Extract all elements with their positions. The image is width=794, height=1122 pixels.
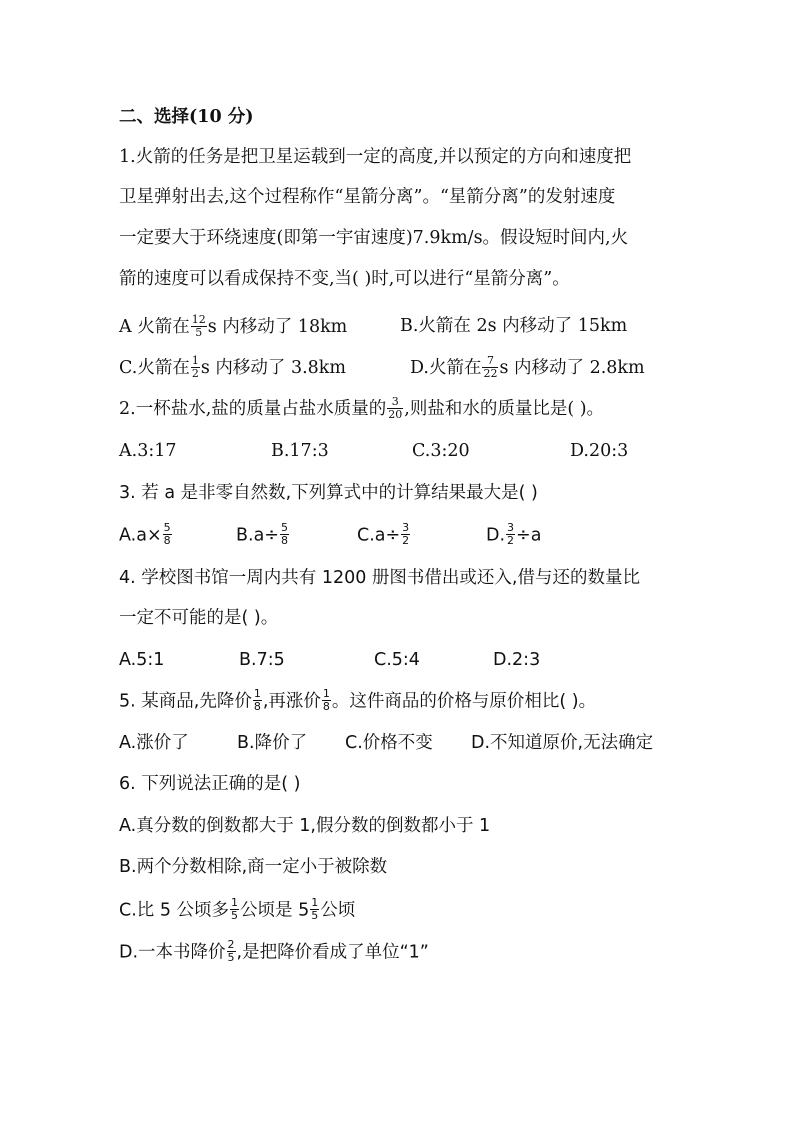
q4-option-c: C.5:4 [374,650,420,670]
q3-stem: 3. 若 a 是非零自然数,下列算式中的计算结果最大是( ) [119,483,538,503]
q6-option-c [119,898,355,923]
q4-option-d: D.2:3 [493,650,541,670]
fraction-denominator: 8 [163,534,171,547]
q4-option-a: A.5:1 [119,650,165,670]
q6-option-c-fraction-1 [230,897,239,922]
fraction-numerator: 3 [507,521,515,534]
fraction-denominator: 22 [483,367,498,380]
q6-option-c-suffix: 公顷 [320,900,356,921]
fraction-denominator: 8 [280,534,288,547]
q1-option-a [119,315,347,340]
fraction-numerator: 3 [402,521,410,534]
q1-line-2: 卫星弹射出去,这个过程称作“星箭分离”。“星箭分离”的发射速度 [119,187,616,207]
fraction-denominator: 2 [402,534,410,547]
fraction-numerator: 1 [253,687,261,700]
q2-option-c: C.3:20 [412,441,470,461]
q3-option-c [357,523,411,548]
q1-option-a-suffix: s 内移动了 18km [207,317,348,337]
fraction-denominator: 2 [507,534,515,547]
q3-option-b-fraction [280,522,289,547]
fraction-denominator: 5 [231,909,239,922]
fraction-numerator: 5 [163,521,171,534]
q6-stem: 6. 下列说法正确的是( ) [119,774,301,794]
fraction-denominator: 20 [388,408,403,421]
q5-fraction-2 [322,688,331,713]
q6-option-c-fraction-2 [310,897,319,922]
q1-line-3: 一定要大于环绕速度(即第一宇宙速度)7.9km/s。假设短时间内,火 [119,228,629,248]
q1-option-d-suffix: s 内移动了 2.8km [499,358,645,378]
q1-option-b: B.火箭在 2s 内移动了 15km [400,316,628,336]
q1-option-c-prefix: C.火箭在 [119,358,190,378]
q1-option-d [410,356,645,381]
fraction-denominator: 8 [322,700,330,713]
q3-option-b [236,523,290,548]
q5-option-c: C.价格不变 [345,733,433,753]
q6-option-b: B.两个分数相除,商一定小于被除数 [119,857,388,877]
q3-option-b-prefix: B.a÷ [236,525,279,546]
fraction-numerator: 1 [231,896,239,909]
q2-stem [119,397,604,422]
fraction-numerator: 5 [280,521,288,534]
fraction-numerator: 1 [322,687,330,700]
fraction-numerator: 12 [191,313,206,326]
q3-option-d-fraction [506,522,515,547]
q2-stem-suffix: ,则盐和水的质量比是( )。 [404,399,605,419]
q2-fraction [387,396,403,421]
fraction-denominator: 5 [195,326,203,339]
q5-stem-middle: ,再涨价 [262,691,321,712]
q3-option-d [486,523,541,548]
q1-option-d-fraction [482,355,498,380]
fraction-denominator: 5 [311,909,319,922]
q1-line-1: 1.火箭的任务是把卫星运载到一定的高度,并以预定的方向和速度把 [119,147,632,167]
q4-line-1: 4. 学校图书馆一周内共有 1200 册图书借出或还入,借与还的数量比 [119,568,640,588]
q2-stem-prefix: 2.一杯盐水,盐的质量占盐水质量的 [119,399,387,419]
q3-option-d-prefix: D. [486,525,506,546]
q3-option-a-fraction [163,522,172,547]
section-title: 二、选择(10 分) [119,107,254,127]
q1-option-a-fraction [191,314,207,339]
q3-option-c-prefix: C.a÷ [357,525,401,546]
q6-option-d-suffix: ,是把降价看成了单位“1” [236,942,429,963]
fraction-denominator: 2 [191,367,199,380]
q3-option-a-prefix: A.a× [119,525,162,546]
q5-fraction-1 [253,688,262,713]
fraction-numerator: 1 [191,354,199,367]
fraction-numerator: 1 [311,896,319,909]
q5-option-a: A.涨价了 [119,733,189,753]
q2-option-a: A.3:17 [119,441,177,461]
q6-option-c-middle: 公顷是 5 [240,900,310,921]
q2-option-b: B.17:3 [271,441,329,461]
q4-option-b: B.7:5 [239,650,285,670]
q6-option-d-prefix: D.一本书降价 [119,942,226,963]
fraction-numerator: 2 [227,938,235,951]
q2-option-d: D.20:3 [570,441,629,461]
q1-option-d-prefix: D.火箭在 [410,358,482,378]
q1-option-c-suffix: s 内移动了 3.8km [200,358,346,378]
fraction-numerator: 3 [387,396,403,409]
q5-stem-prefix: 5. 某商品,先降价 [119,691,252,712]
q3-option-d-suffix: ÷a [516,525,542,546]
q6-option-c-prefix: C.比 5 公顷多 [119,900,230,921]
q6-option-a: A.真分数的倒数都大于 1,假分数的倒数都小于 1 [119,816,491,836]
q1-line-4: 箭的速度可以看成保持不变,当( )时,可以进行“星箭分离”。 [119,269,570,289]
q5-option-d: D.不知道原价,无法确定 [471,733,654,753]
q5-option-b: B.降价了 [237,733,308,753]
q6-option-d [119,940,429,965]
q5-stem [119,689,596,714]
fraction-numerator: 7 [482,355,498,368]
q3-option-c-fraction [401,522,410,547]
q4-line-2: 一定不可能的是( )。 [119,608,279,628]
q1-option-a-prefix: A 火箭在 [119,317,190,337]
q1-option-c-fraction [191,355,200,380]
fraction-denominator: 8 [253,700,261,713]
q5-stem-suffix: 。这件商品的价格与原价相比( )。 [331,691,597,712]
q3-option-a [119,523,173,548]
q1-option-c [119,356,346,381]
q6-option-d-fraction [227,939,236,964]
fraction-denominator: 5 [227,951,235,964]
